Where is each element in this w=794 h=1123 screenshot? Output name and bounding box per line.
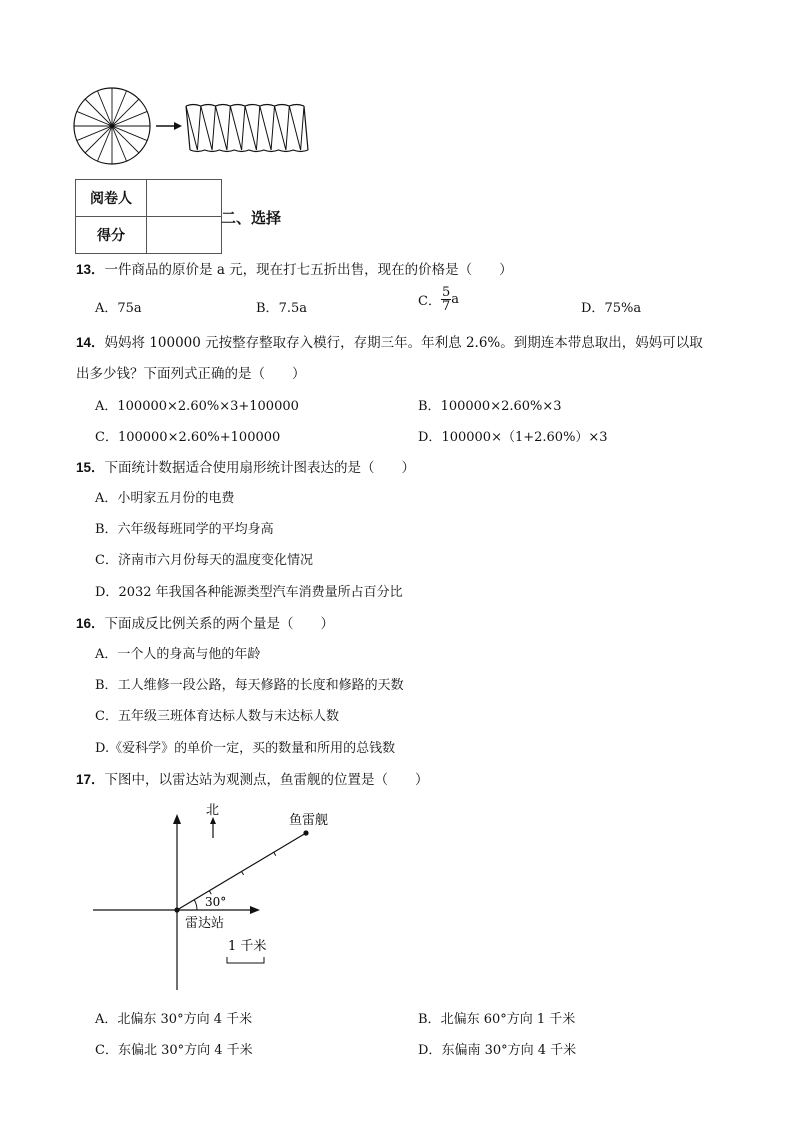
question-17 <box>76 768 429 788</box>
score-table <box>75 179 222 254</box>
option-letter: A． <box>95 491 118 506</box>
score-cell <box>147 217 222 254</box>
option-text: 2032 年我国各种能源类型汽车消费量所占百分比 <box>118 585 403 600</box>
option-17b[interactable] <box>418 1008 575 1027</box>
option-text: 100000×2.60%×3+100000 <box>117 399 299 414</box>
question-text: 一件商品的原价是 a 元，现在打七五折出售，现在的价格是（ ） <box>104 262 513 278</box>
option-16a[interactable] <box>95 643 260 662</box>
option-13c[interactable] <box>418 286 459 313</box>
scale-bar <box>227 957 264 963</box>
question-13 <box>76 258 513 278</box>
question-number: 16． <box>76 616 105 631</box>
option-letter: B． <box>256 301 279 316</box>
parallelogram-top-edge <box>186 105 304 107</box>
target-point <box>303 830 308 835</box>
option-letter: B． <box>418 399 441 414</box>
angle-arc <box>194 900 197 910</box>
option-17d[interactable] <box>418 1039 576 1058</box>
question-14 <box>76 331 703 351</box>
scale-label: 1 千米 <box>228 939 267 954</box>
option-16c[interactable] <box>95 705 339 724</box>
circle-cut-illustration <box>72 80 324 174</box>
option-text: 东偏南 30°方向 4 千米 <box>441 1043 577 1058</box>
option-letter: C． <box>95 709 118 724</box>
option-16d[interactable] <box>95 737 395 756</box>
option-text: 小明家五月份的电费 <box>117 491 235 506</box>
parallelogram-right-edge <box>304 106 308 150</box>
option-letter: A． <box>95 1012 118 1027</box>
question-text: 下面统计数据适合使用扇形统计图表达的是（ ） <box>104 460 416 476</box>
fraction-numerator: 5 <box>441 285 451 300</box>
option-text: 工人维修一段公路，每天修路的长度和修路的天数 <box>117 678 404 693</box>
fraction <box>441 286 451 313</box>
question-text: 下面成反比例关系的两个量是（ ） <box>104 616 335 632</box>
parallelogram-bottom-edge <box>190 150 308 152</box>
question-text: 下图中，以雷达站为观测点，鱼雷舰的位置是（ ） <box>104 772 429 788</box>
option-letter: C． <box>95 1043 118 1058</box>
option-15d[interactable] <box>95 581 403 600</box>
option-text: 7.5a <box>278 301 307 316</box>
option-letter: B． <box>95 678 118 693</box>
origin-label: 雷达站 <box>185 916 225 931</box>
question-number: 13． <box>76 262 105 277</box>
option-letter: A． <box>95 301 118 316</box>
option-letter: A． <box>95 647 118 662</box>
north-arrow-head <box>210 817 216 824</box>
option-text: 75%a <box>604 301 642 316</box>
option-letter: D． <box>418 430 442 445</box>
sector-line <box>85 99 112 126</box>
option-14d[interactable] <box>418 426 608 445</box>
option-text: 《爱科学》的单价一定，买的数量和所用的总钱数 <box>109 741 396 756</box>
option-15a[interactable] <box>95 487 234 506</box>
option-text: 100000×2.60%×3 <box>440 399 562 414</box>
option-letter: D． <box>95 585 119 600</box>
section-title: 二、选择 <box>221 210 282 227</box>
approx-parallelogram <box>186 105 308 152</box>
target-label: 鱼雷舰 <box>289 813 329 828</box>
option-letter: B． <box>95 522 118 537</box>
sector-line <box>85 126 112 153</box>
question-number: 14． <box>76 335 105 350</box>
score-label: 得分 <box>76 217 147 254</box>
option-text: 一个人的身高与他的年龄 <box>117 647 261 662</box>
horizontal-axis-arrow <box>250 906 260 914</box>
option-letter: C． <box>95 430 118 445</box>
question-text: 妈妈将 100000 元按整存整取存入模行，存期三年。年利息 2.6%。到期连本带息取出，妈妈可以取 <box>104 335 703 351</box>
question-16 <box>76 612 334 632</box>
question-15 <box>76 456 415 476</box>
option-text: a <box>451 292 459 307</box>
transform-arrow-head <box>174 122 182 130</box>
option-13a[interactable] <box>95 297 142 316</box>
option-15b[interactable] <box>95 518 274 537</box>
question-number: 17． <box>76 772 105 787</box>
origin-point <box>174 907 179 912</box>
option-text: 六年级每班同学的平均身高 <box>117 522 274 537</box>
option-14c[interactable] <box>95 426 280 445</box>
option-text: 75a <box>117 301 142 316</box>
north-label: 北 <box>206 803 220 818</box>
option-14b[interactable] <box>418 395 562 414</box>
option-text: 五年级三班体育达标人数与末达标人数 <box>117 709 339 724</box>
sectored-circle <box>74 88 150 164</box>
sector-line <box>112 99 139 126</box>
option-text: 济南市六月份每天的温度变化情况 <box>117 553 313 568</box>
option-letter: C． <box>95 553 118 568</box>
option-text: 100000×2.60%+100000 <box>117 430 281 445</box>
vertical-axis-arrow <box>173 814 181 824</box>
option-13d[interactable] <box>581 297 641 316</box>
option-text: 100000×（1+2.60%）×3 <box>441 430 608 445</box>
question-14-cont: 出多少钱？下面列式正确的是（ ） <box>76 366 306 382</box>
option-17a[interactable] <box>95 1008 252 1027</box>
reviewer-label: 阅卷人 <box>76 180 147 217</box>
angle-label: 30° <box>205 895 227 909</box>
option-16b[interactable] <box>95 674 404 693</box>
option-14a[interactable] <box>95 395 299 414</box>
fraction-denominator: 7 <box>441 299 451 314</box>
option-text: 北偏东 60°方向 1 千米 <box>440 1012 576 1027</box>
option-letter: C． <box>418 294 441 309</box>
option-13b[interactable] <box>256 297 307 316</box>
ray-tick <box>209 891 211 894</box>
option-letter: B． <box>418 1012 441 1027</box>
question-number: 15． <box>76 460 105 475</box>
ray-tick <box>274 852 276 855</box>
option-15c[interactable] <box>95 549 313 568</box>
ray-tick <box>242 872 244 875</box>
ray-ticks <box>209 852 275 894</box>
option-letter: D． <box>581 301 605 316</box>
option-letter: A． <box>95 399 118 414</box>
direction-figure <box>90 800 350 995</box>
option-letter: D. <box>95 741 110 756</box>
option-17c[interactable] <box>95 1039 253 1058</box>
reviewer-cell <box>147 180 222 217</box>
option-text: 北偏东 30°方向 4 千米 <box>117 1012 253 1027</box>
sector-zigzag <box>186 106 304 150</box>
option-text: 东偏北 30°方向 4 千米 <box>117 1043 253 1058</box>
sector-line <box>112 126 139 153</box>
option-letter: D． <box>418 1043 442 1058</box>
